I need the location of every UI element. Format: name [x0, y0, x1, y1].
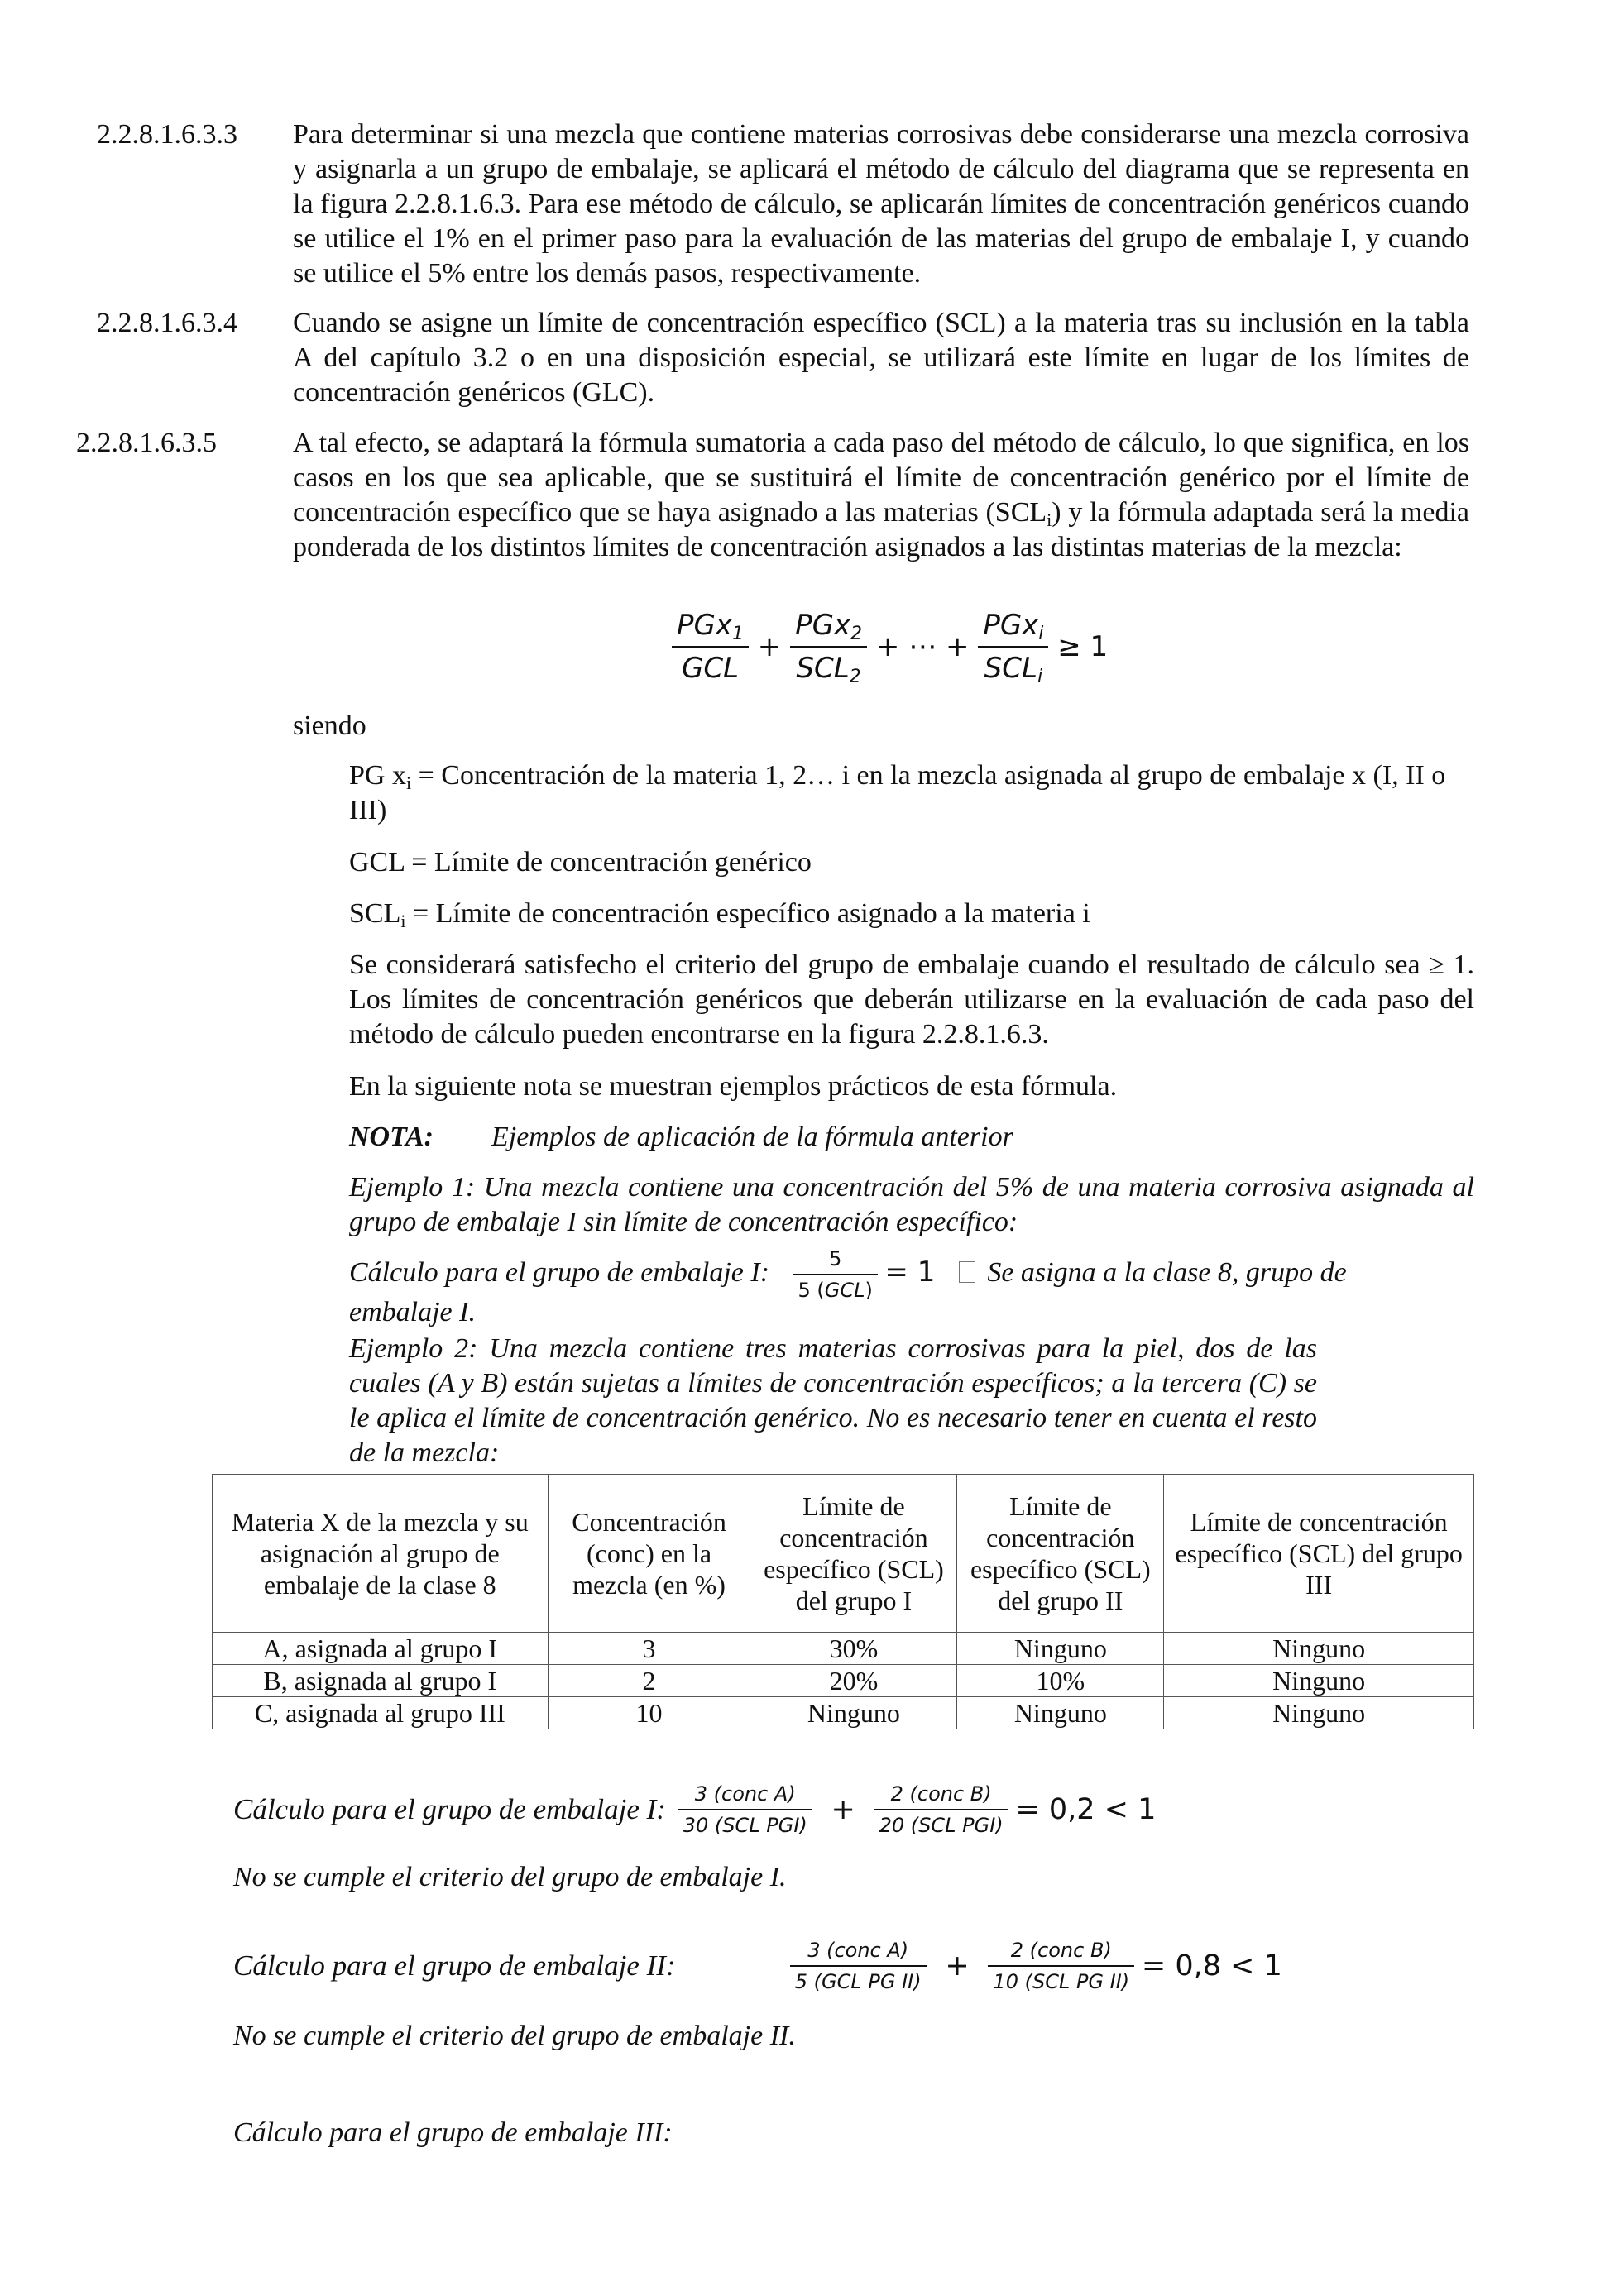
section-paragraph: Para determinar si una mezcla que contiene materias corrosivas debe considerarse una mezcla corrosiva y asignarla a un grupo de embalaje, se aplicará el método de cálculo del diagrama que se representa en la figura 2.2.8.1.6.3. Para ese método de cálculo, se aplicarán límites de concentración genéricos cuando se utilice el 1% en el primer paso para la evaluación de las materias del grupo de embalaje I, y cuando se utilice el 5% entre los demás pasos, respectivamente.	[293, 119, 1469, 289]
concentration-table	[212, 1474, 1474, 1729]
table-row	[213, 1697, 1474, 1729]
table-cell: 2	[548, 1665, 750, 1697]
table-cell: Ninguno	[957, 1697, 1164, 1729]
table-cell: Ninguno	[1164, 1665, 1474, 1697]
table-cell: 30%	[750, 1633, 957, 1665]
table-cell: 20%	[750, 1665, 957, 1697]
table-header-cell: Límite de concentración específico (SCL) del grupo I	[750, 1475, 957, 1633]
table-header-cell: Materia X de la mezcla y su asignación al grupo de embalaje de la clase 8	[213, 1475, 549, 1633]
criterion-paragraph: Se considerará satisfecho el criterio del grupo de embalaje cuando el resultado de cálculo sea ≥ 1. Los límites de concentración genéricos que deberán utilizarse en la evaluación de cada paso del método de cálculo pueden encontrarse en la figura 2.2.8.1.6.3.	[349, 949, 1474, 1050]
note-text: Ejemplos de aplicación de la fórmula anterior	[491, 1122, 1013, 1152]
siendo-label: siendo	[293, 710, 366, 741]
note-label: NOTA:	[349, 1122, 434, 1152]
table-cell: Ninguno	[1164, 1633, 1474, 1665]
table-row	[213, 1633, 1474, 1665]
calc-pg1-conclusion: No se cumple el criterio del grupo de embalaje I.	[233, 1862, 787, 1892]
calc-pg3-label: Cálculo para el grupo de embalaje III:	[233, 2117, 673, 2148]
table-cell: Ninguno	[750, 1697, 957, 1729]
table-cell: B, asignada al grupo I	[213, 1665, 549, 1697]
section-number: 2.2.8.1.6.3.5	[76, 428, 217, 458]
checkbox-glyph-icon	[959, 1261, 975, 1283]
section-number: 2.2.8.1.6.3.4	[97, 308, 237, 338]
section-paragraph: A tal efecto, se adaptará la fórmula sumatoria a cada paso del método de cálculo, lo que significa, en los casos en los que sea aplicable, que se sustituirá el límite de concentración genérico por el límite de concentración específico que se haya asignado a las materias $(SCL_i)$ y la fórmula adaptada será la media ponderada de los distintos límites de concentración asignados a las distintas materias de la mezcla:	[293, 428, 1469, 562]
example-1-text: Ejemplo 1: Una mezcla contiene una concentración del 5% de una materia corrosiva asignada al grupo de embalaje I sin límite de concentración específico:	[349, 1172, 1474, 1237]
table-cell: A, asignada al grupo I	[213, 1633, 549, 1665]
section-number: 2.2.8.1.6.3.3	[97, 119, 237, 150]
table-header-row	[213, 1475, 1474, 1633]
examples-intro: En la siguiente nota se muestran ejemplos prácticos de esta fórmula.	[349, 1071, 1118, 1102]
example-2-text: Ejemplo 2: Una mezcla contiene tres materias corrosivas para la piel, dos de las cuales (A y B) están sujetas a límites de concentración específicos; a la tercera (C) se le aplica el límite de concentración genérico. No es necesario tener en cuenta el resto de la mezcla:	[349, 1333, 1317, 1468]
summation-formula: $\frac{PGx_1}{\text{GCL}}$ + $\frac{PGx_2}{SCL_2}$ + ⋯ + $\frac{PGx_i}{SCL_i}$ ≥ 1	[672, 608, 1108, 686]
table-row	[213, 1665, 1474, 1697]
definition-pg: PG $x_i$ = Concentración de la materia 1, 2… i en la mezcla asignada al grupo de embalaje x (I, II o III)	[349, 760, 1446, 825]
table-header-cell: Concentración (conc) en la mezcla (en %)	[548, 1475, 750, 1633]
table-cell: C, asignada al grupo III	[213, 1697, 549, 1729]
table-cell: 10	[548, 1697, 750, 1729]
calc-pg2-conclusion: No se cumple el criterio del grupo de embalaje II.	[233, 2021, 796, 2051]
table-cell: Ninguno	[957, 1633, 1164, 1665]
table-cell: 3	[548, 1633, 750, 1665]
table-cell: Ninguno	[1164, 1697, 1474, 1729]
table-header-cell: Límite de concentración específico (SCL) del grupo III	[1164, 1475, 1474, 1633]
calc-pg2: Cálculo para el grupo de embalaje II: $\frac{\text{3 (conc A)}}{\text{5 (GCL PG II)}}$ + $\frac{\text{2 (conc B)}}{\text{10 (SCL PG II)}}$ = 0,8 < 1	[233, 1939, 1282, 1993]
section-paragraph: Cuando se asigne un límite de concentración específico (SCL) a la materia tras su inclusión en la tabla A del capítulo 3.2 o en una disposición especial, se utilizará este límite en lugar de los límites de concentración genéricos (GLC).	[293, 308, 1469, 408]
example-1-conclusion: embalaje I.	[349, 1297, 476, 1327]
table-header-cell: Límite de concentración específico (SCL) del grupo II	[957, 1475, 1164, 1633]
definition-gcl: GCL = Límite de concentración genérico	[349, 847, 812, 878]
definition-scl: $SCL_i$ = Límite de concentración específico asignado a la materia i	[349, 898, 1090, 931]
calc-pg1: Cálculo para el grupo de embalaje I: $\frac{\text{3 (conc A)}}{\text{30 (SCL PGI)}}$ + $\frac{\text{2 (conc B)}}{\text{20 (SCL PGI)}}$ = 0,2 < 1	[233, 1782, 1157, 1837]
table-cell: 10%	[957, 1665, 1164, 1697]
example-1-calc: Cálculo para el grupo de embalaje I: $\frac{5}{\text{5 (GCL)}}$ = 1 Se asigna a la clase 8, grupo de	[349, 1247, 1347, 1302]
